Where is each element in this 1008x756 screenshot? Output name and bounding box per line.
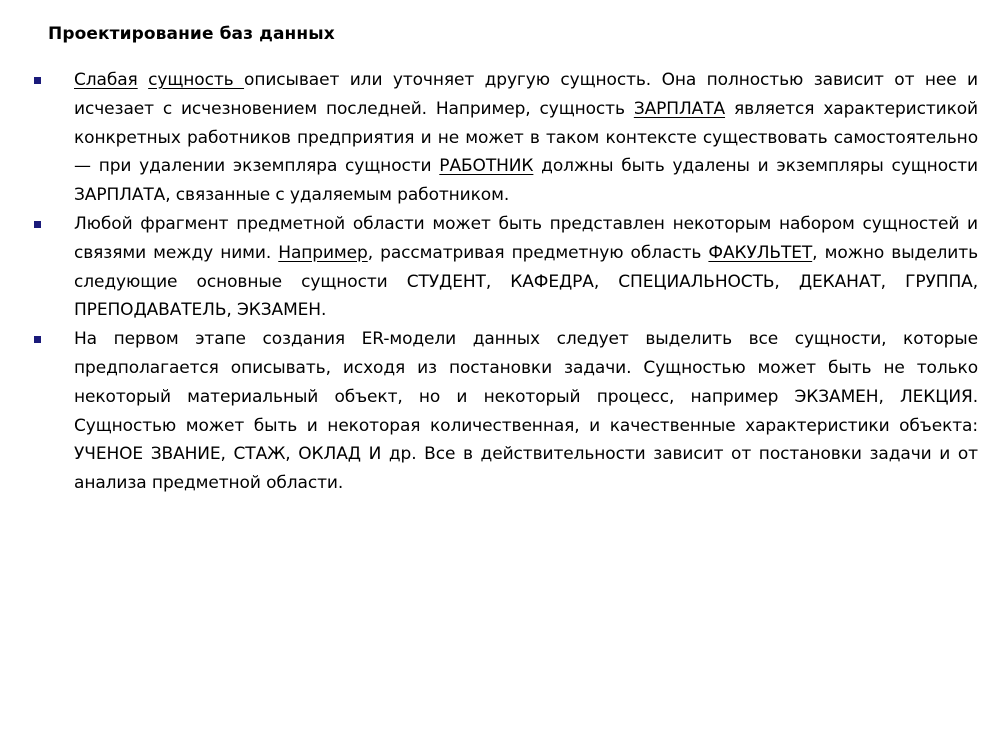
slide-title: Проектирование баз данных: [48, 24, 335, 44]
underlined-term: сущность: [148, 70, 245, 90]
text-segment: должны быть удалены и экземпляры сущности ЗАРПЛАТА, связанные с удаляемым работником.: [74, 156, 978, 206]
square-bullet-icon: [34, 221, 41, 228]
underlined-term: Слабая: [74, 70, 138, 90]
underlined-term: ФАКУЛЬТЕТ: [708, 242, 813, 263]
underlined-term: Например: [278, 242, 368, 263]
text-segment: , рассматривая предметную область: [367, 242, 709, 263]
text-segment: описывает или уточняет другую сущность. Она полностью зависит от нее и исчезает с исчезновением последней. Например, сущность: [74, 70, 978, 119]
text-segment: [138, 70, 148, 90]
bullet-item-weak-entity: [34, 66, 978, 210]
underlined-term: РАБОТНИК: [439, 156, 534, 177]
square-bullet-icon: [34, 336, 41, 343]
square-bullet-icon: [34, 77, 41, 84]
bullet-list: [34, 66, 978, 498]
text-segment: является характеристикой конкретных работников предприятия и не может в таком контексте существовать самостоятельно — при удалении экземпляра сущности: [74, 98, 978, 177]
bullet-item-domain-fragment: [34, 210, 978, 325]
bullet-item-er-model-first-stage: [34, 325, 978, 498]
text-segment: Любой фрагмент предметной области может быть представлен некоторым набором сущностей и связями между ними.: [74, 213, 978, 263]
text-segment: , можно выделить следующие основные сущности СТУДЕНТ, КАФЕДРА, СПЕЦИАЛЬНОСТЬ, ДЕКАНАТ, ГРУППА, ПРЕПОДАВАТЕЛЬ, ЭКЗАМЕН.: [74, 242, 978, 321]
text-segment: На первом этапе создания ER-модели данных следует выделить все сущности, которые предполагается описывать, исходя из постановки задачи. Сущностью может быть не только некоторый материальный объект, но и некоторый процесс, например ЭКЗАМЕН, ЛЕКЦИЯ. Сущностью может быть и некоторая количественная, и качественные характеристики объекта: УЧЕНОЕ ЗВАНИЕ, СТАЖ, ОКЛАД И др. Все в действительности зависит от постановки задачи и от анализа предметной области.: [74, 329, 978, 494]
underlined-term: ЗАРПЛАТА: [633, 98, 726, 119]
